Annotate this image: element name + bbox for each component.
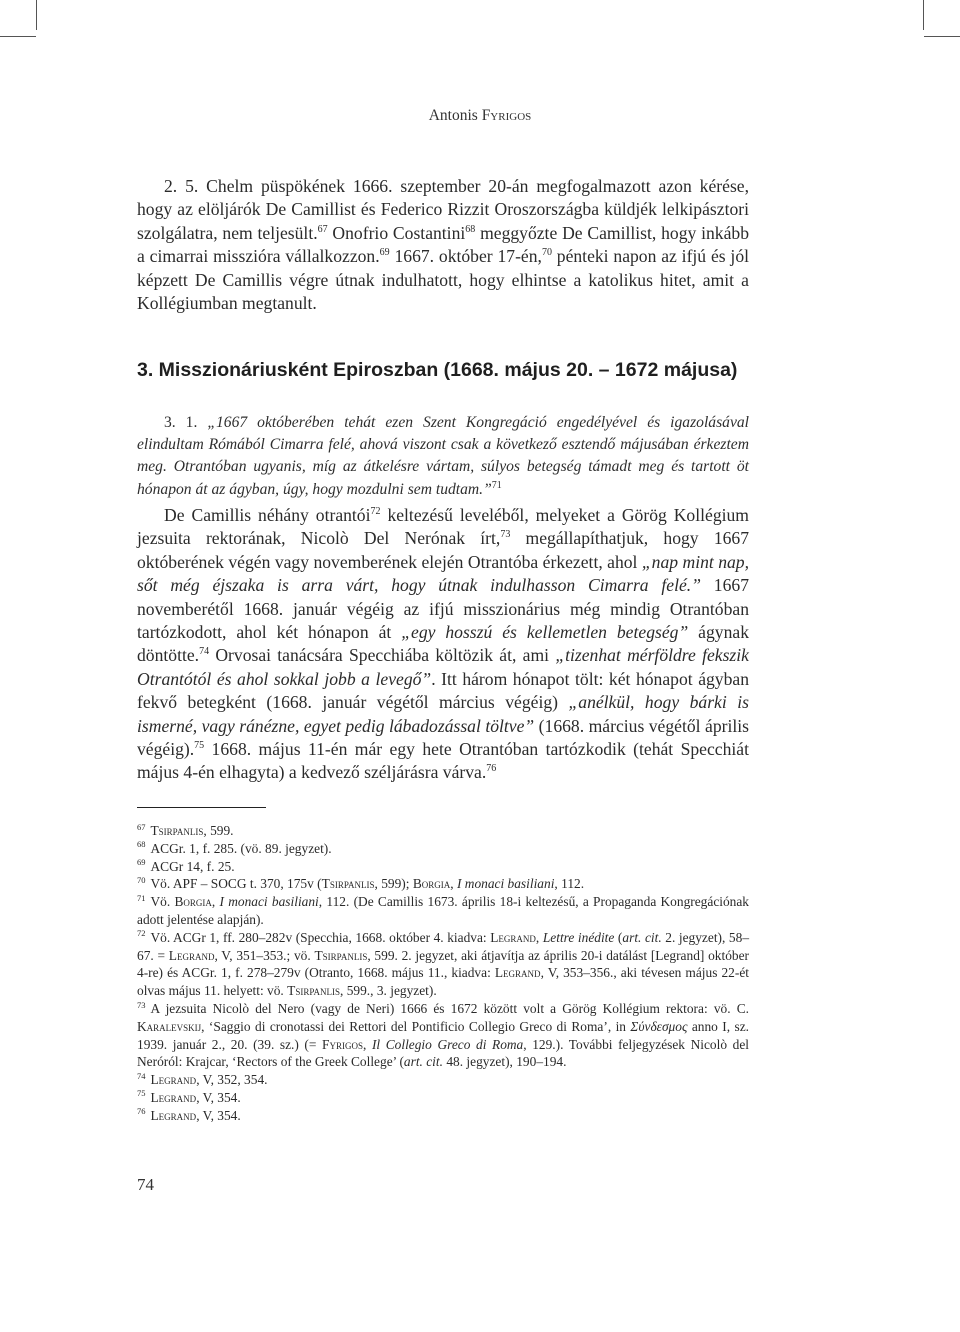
footnote-text: , 599., 3. jegyzet).: [340, 983, 437, 999]
footnote-text: 48. jegyzet), 190–194.: [442, 1054, 567, 1070]
paragraph-2-5-text: [137, 175, 749, 315]
footnote-73: [137, 1000, 749, 1071]
footnote-author: Legrand: [150, 1107, 197, 1123]
section-num-3-1: 3. 1.: [164, 414, 208, 431]
footnote-68: [137, 840, 749, 858]
footnote-author: Borgia: [412, 876, 451, 892]
footnote-num: 73: [137, 999, 146, 1010]
footnote-title: art. cit.: [622, 929, 662, 945]
footnote-text: , 112.: [554, 876, 585, 892]
footnote-greek-title: Σύνδεσμος: [630, 1018, 688, 1034]
footnote-title: Il Collegio Greco di Roma: [371, 1036, 524, 1052]
p31-t5: ágynak döntötte.: [137, 622, 749, 666]
footnote-title: I monaci basiliani: [456, 876, 555, 892]
running-head: [0, 107, 960, 125]
footnote-num: 69: [137, 857, 146, 868]
footnote-title: Lettre inédite: [542, 929, 615, 945]
quote-italic: „1667 októberében tehát ezen Szent Kongregáció engedélyével és igazolásával elindultam Rómából Cimarra felé, ahová viszont csak a következő esztendő májusában érkeztem meg. Otrantóban ugyanis, míg az átkelésre vártam, súlyos betegség támadt meg és tartott öt hónapon át az ágyban, úgy, hogy mozdulni sem tudtam.”: [137, 414, 749, 498]
footnote-text: A jezsuita Nicolò del Nero (vagy de Neri) 1666 és 1672 között volt a Görög Kollégium rektora: vö. C.: [150, 1000, 749, 1016]
footnote-num: 72: [137, 928, 146, 939]
footnote-75: [137, 1089, 749, 1107]
footnote-74: [137, 1071, 749, 1089]
footnote-author: Legrand: [150, 1089, 197, 1105]
footnote-69: [137, 858, 749, 876]
p31-t6: Orvosai tanácsára Specchiába költözik át, ami: [209, 645, 556, 666]
crop-mark-top-right-h: [924, 36, 960, 37]
footnote-num: 75: [137, 1088, 146, 1099]
p31-t4: 1667 novemberétől 1668. január végéig az ifjú misszionárius még mindig Otrantóban tartózkodott, ahol két hónapon át: [137, 575, 749, 643]
footnote-author: Karalevskij: [137, 1018, 202, 1034]
footnote-author: Tsirpanlis: [287, 983, 341, 999]
footnote-ref-71: 71: [491, 479, 502, 491]
footnote-text: ,: [363, 1036, 372, 1052]
footnote-author: Legrand: [168, 947, 215, 963]
running-head-first: Antonis: [428, 107, 478, 124]
footnote-separator: [137, 807, 266, 808]
p25-text-4: 1667. október 17-én,: [389, 246, 542, 267]
quote-3-1-text: [137, 412, 749, 501]
footnote-title: I monaci basiliani: [219, 894, 319, 910]
p31-i1: „nap mint nap, sőt még éjszaka is arra várt, hogy útnak indulhasson Cimarra felé.”: [137, 551, 749, 596]
paragraph-3-1-text: [137, 504, 749, 785]
footnote-text: , V, 353–356., aki tévesen május 22-ét olvas május 11. helyett: vö.: [137, 965, 749, 999]
footnote-text: ,: [535, 929, 543, 945]
p31-t2: keltezésű leveléből, melyeket a Görög Kollégium jezsuita rektorának, Nicolò Del Nerónak írt,: [137, 505, 749, 549]
footnote-text: (: [614, 929, 623, 945]
footnote-num: 74: [137, 1070, 146, 1081]
footnote-num: 70: [137, 874, 146, 885]
footnote-71: [137, 893, 749, 929]
footnote-76: [137, 1107, 749, 1125]
p31-t1: De Camillis néhány otrantói: [164, 505, 371, 525]
p31-i4: „anélkül, hogy bárki is ismerné, vagy ránézne, egyet pedig lábadozással töltve”: [137, 692, 749, 736]
footnote-ref-69: 69: [379, 247, 390, 259]
footnote-text: ,: [450, 876, 457, 892]
footnote-67: [137, 822, 749, 840]
footnote-ref-68: 68: [465, 223, 476, 235]
footnote-text: , 599. 2. jegyzet, aki átjavítja az április 20-i datálást [Legrand] október 4-re) és ACGr. 1, f. 278–279v (Otranto, 1668. május 11., kiadva:: [137, 947, 749, 981]
quote-3-1: [137, 412, 749, 501]
footnote-ref-73: 73: [500, 529, 511, 541]
footnote-text: , 112. (De Camillis 1673. április 18-i keltezésű, a Propaganda Kongregációnak adott jelentése alapján).: [137, 894, 750, 927]
footnote-text: , 129.). További feljegyzések Nicolò del Neróról: Krajcar, ‘Rectors of the Greek College’ (: [137, 1036, 749, 1070]
footnote-text: Vö. APF – SOCG t. 370, 175v (: [150, 876, 322, 892]
footnote-num: 71: [137, 892, 146, 903]
paragraph-3-1: [137, 504, 749, 785]
footnote-text: ,: [211, 894, 220, 910]
footnote-author: Tsirpanlis: [321, 876, 375, 892]
footnote-num: 68: [137, 839, 146, 850]
footnote-text: ACGr 14, f. 25.: [150, 858, 235, 874]
footnote-text: 2. jegyzet), 58–67. =: [137, 929, 750, 963]
footnote-text: , ‘Saggio di cronotassi dei Rettori del Pontificio Collegio Greco di Roma’, in: [201, 1018, 631, 1034]
footnote-author: Tsirpanlis: [314, 947, 368, 963]
footnotes: [137, 822, 749, 1125]
p31-t8: (1668. március végétől április végéig).: [137, 715, 749, 760]
page-number: 74: [137, 1175, 154, 1194]
section-heading-3: 3. Misszionáriusként Epiroszban (1668. május 20. – 1672 májusa): [137, 359, 738, 381]
footnote-text: , V, 352, 354.: [196, 1072, 268, 1088]
p25-text-5: pénteki napon az ifjú és jól képzett De Camillis végre útnak indulhatott, hogy elhintse a katolikus hitet, amit a Kollégiumban megtanult.: [137, 246, 750, 314]
crop-mark-top-left: [36, 0, 37, 30]
paragraph-2-5: [137, 175, 749, 315]
footnote-author: Fyrigos: [322, 1036, 363, 1052]
footnote-text: , V, 354.: [196, 1089, 241, 1105]
footnote-ref-70: 70: [541, 247, 552, 259]
footnote-author: Legrand: [490, 929, 536, 945]
footnote-author: Tsirpanlis: [150, 823, 204, 838]
p25-text-2: Onofrio Costantini: [327, 222, 466, 243]
footnote-text: anno I, sz. 1939. január 2., 20. (39. sz.) (=: [137, 1018, 749, 1052]
footnote-ref-67: 67: [317, 223, 328, 235]
footnote-ref-72: 72: [370, 506, 381, 518]
p31-i2: „egy hosszú és kellemetlen betegség”: [401, 622, 689, 643]
p31-i3: „tizenhat mérföldre fekszik Otrantótól és ahol sokkal jobb a levegő”: [137, 645, 749, 689]
footnote-72: [137, 929, 749, 1000]
footnote-text: Vö.: [150, 894, 175, 910]
footnote-author: Legrand: [150, 1072, 197, 1088]
footnote-text: , V, 354.: [196, 1107, 241, 1123]
footnote-ref-75: 75: [194, 740, 205, 752]
p25-text-3: meggyőzte De Camillist, hogy inkább a cimarrai misszióra vállalkozzon.: [137, 222, 749, 267]
footnote-title: art. cit.: [403, 1054, 443, 1070]
footnote-text: , 599.: [203, 823, 234, 838]
footnote-author: Borgia: [174, 894, 212, 910]
p31-t3: megállapíthatjuk, hogy 1667 októberének végén vagy novemberének elején Otrantóba érkezett, ahol: [137, 528, 750, 572]
footnote-ref-76: 76: [486, 763, 497, 775]
footnote-text: ACGr. 1, f. 285. (vö. 89. jegyzet).: [150, 840, 332, 856]
running-head-last: Fyrigos: [481, 107, 532, 124]
footnote-ref-74: 74: [199, 646, 210, 658]
footnote-num: 76: [137, 1106, 146, 1117]
footnote-text: Vö. ACGr 1, ff. 280–282v (Specchia, 1668. október 4. kiadva:: [150, 929, 491, 945]
p31-t7: . Itt három hónapot tölt: két hónapot ágyban fekvő betegként (1668. január végétől március végéig): [137, 668, 749, 713]
footnote-num: 67: [137, 821, 146, 832]
footnote-70: [137, 875, 749, 893]
crop-mark-top-right: [923, 0, 924, 30]
p25-text-1: 2. 5. Chelm püspökének 1666. szeptember 20-án megfogalmazott azon kérése, hogy az elöljárók De Camillist és Federico Rizzit Oroszországba küldjék lelkipásztori szolgálatra, nem teljesült.: [137, 176, 749, 243]
footnote-author: Legrand: [494, 965, 541, 981]
crop-mark-top-left-h: [0, 36, 36, 37]
footnote-text: , 599);: [374, 876, 413, 892]
p31-t9: 1668. május 11-én már egy hete Otrantóban tartózkodik (tehát Specchiát május 4-én elhagyta) a kedvező széljárásra várva.: [137, 739, 749, 783]
footnote-text: , V, 351–353.; vö.: [214, 947, 315, 963]
